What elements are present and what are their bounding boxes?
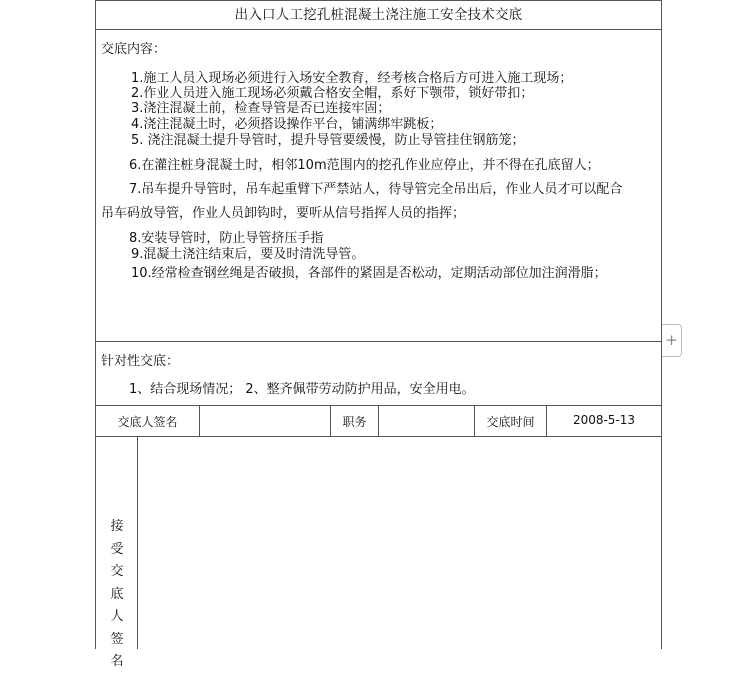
receiver-col-divider	[137, 436, 138, 649]
content-item-3: 3.浇注混凝土前，检查导管是否已连接牢固；	[131, 101, 391, 116]
signature-bottom-border	[96, 436, 661, 437]
disclosure-form	[95, 0, 662, 669]
time-label: 交底时间	[486, 415, 535, 429]
content-item-2: 2.作业人员进入施工现场必须戴合格安全帽，系好下颚带，锁好带扣；	[131, 86, 534, 101]
discloser-label: 交底人签名	[117, 415, 178, 429]
sig-col-divider-1	[199, 405, 200, 436]
time-value: 2008-5-13	[572, 413, 636, 427]
add-icon[interactable]: +	[662, 324, 682, 357]
top-border	[96, 0, 661, 1]
content-item-7-cont: 吊车码放导管，作业人员卸钩时，要听从信号指挥人员的指挥；	[101, 206, 466, 221]
content-item-7: 7.吊车提升导管时，吊车起重臂下严禁站人，待导管完全吊出后，作业人员才可以配合	[129, 182, 623, 197]
content-item-10: 10.经常检查钢丝绳是否破损，各部件的紧固是否松动，定期活动部位加注润滑脂；	[131, 266, 607, 281]
content-item-5: 5. 浇注混凝土提升导管时，提升导管要缓慢，防止导管挂住钢筋笼；	[131, 133, 525, 148]
document-title: 出入口人工挖孔桩混凝土浇注施工安全技术交底	[234, 7, 523, 23]
content-divider	[96, 341, 661, 342]
position-label: 职务	[342, 415, 367, 429]
content-item-4: 4.浇注混凝土时，必须搭设操作平台，铺满绑牢跳板；	[131, 117, 443, 132]
content-item-8: 8.安装导管时，防止导管挤压手指	[129, 231, 324, 246]
receiver-label: 接受交底人签名	[110, 519, 124, 669]
content-label: 交底内容：	[101, 42, 167, 57]
content-item-9: 9.混凝土浇注结束后，要及时清洗导管。	[131, 247, 365, 262]
content-item-6: 6.在灌注桩身混凝土时，相邻10m范围内的挖孔作业应停止，并不得在孔底留人；	[129, 158, 600, 173]
content-item-1: 1.施工人员入现场必须进行入场安全教育，经考核合格后方可进入施工现场；	[131, 71, 573, 86]
title-divider	[96, 29, 661, 30]
targeted-text: 1、结合现场情况； 2、整齐佩带劳动防护用品，安全用电。	[129, 382, 475, 397]
sig-col-divider-3	[378, 405, 379, 436]
targeted-label: 针对性交底：	[101, 354, 180, 369]
